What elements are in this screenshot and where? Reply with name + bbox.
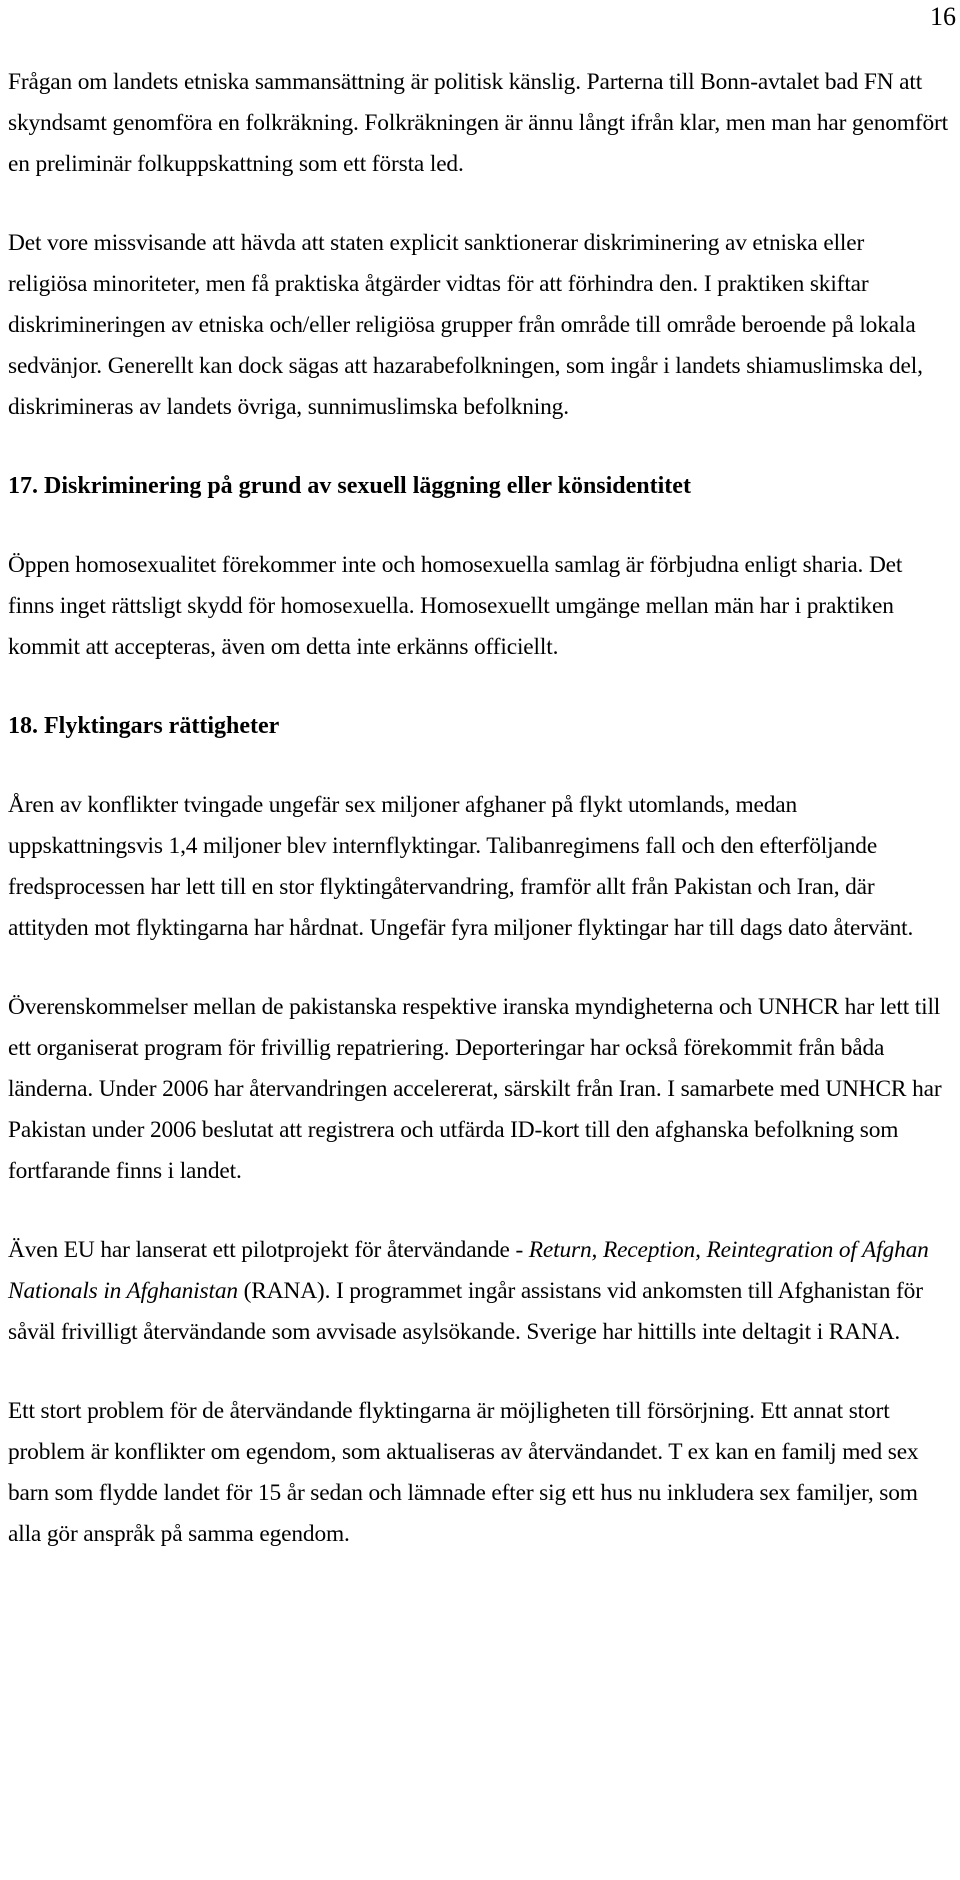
paragraph-gap [8, 1192, 948, 1230]
rana-intro-text: Även EU har lanserat ett pilotprojekt för återvändande - [8, 1237, 529, 1263]
paragraph-gap [8, 747, 948, 785]
paragraph-refugees-return: Åren av konflikter tvingade ungefär sex miljoner afghaner på flykt utomlands, medan uppskattningsvis 1,4 miljoner blev internflyktingar. Talibanregimens fall och den efterföljande fredsprocessen har lett till en stor flyktingåtervandring, framför allt från Pakistan och Iran, där attityden mot flyktingarna har hårdnat. Ungefär fyra miljoner flyktingar har till dags dato återvänt. [8, 792, 914, 941]
paragraph-agreements-unhcr: Överenskommelser mellan de pakistanska respektive iranska myndigheterna och UNHCR har lett till ett organiserat program för frivillig repatriering. Deporteringar har också förekommit från båda länderna. Under 2006 har återvandringen accelererat, särskilt från Iran. I samarbete med UNHCR har Pakistan under 2006 beslutat att registrera och utfärda ID-kort till den afghanska befolkning som fortfarande finns i landet. [8, 994, 942, 1184]
paragraph-livelihood-property: Ett stort problem för de återvändande flyktingarna är möjligheten till försörjning. Ett annat stort problem är konflikter om egendom, som aktualiseras av återvändandet. T ex kan en familj med sex barn som flydde landet för 15 år sedan och lämnade efter sig ett hus nu inkludera sex familjer, som alla gör anspråk på samma egendom. [8, 1398, 919, 1547]
paragraph-gap [8, 949, 948, 987]
paragraph-gap [8, 507, 948, 545]
paragraph-gap [8, 668, 948, 706]
paragraph-ethnic-composition: Frågan om landets etniska sammansättning är politisk känslig. Parterna till Bonn-avtalet bad FN att skyndsamt genomföra en folkräkning. Folkräkningen är ännu långt ifrån klar, men man har genomfört en preliminär folkuppskattning som ett första led. [8, 69, 949, 177]
section-heading-18: 18. Flyktingars rättigheter [8, 713, 280, 739]
paragraph-gap [8, 1353, 948, 1391]
page-number: 16 [930, 2, 956, 31]
section-heading-17: 17. Diskriminering på grund av sexuell läggning eller könsidentitet [8, 473, 691, 499]
rana-program-title: Return, Reception, Reintegration of Afghan Nationals in Afghanistan [8, 1237, 929, 1304]
rana-outro-text: (RANA). I programmet ingår assistans vid ankomsten till Afghanistan för såväl frivilligt återvändande som avvisade asylsökande. Sverige har hittills inte deltagit i RANA. [8, 1278, 923, 1345]
paragraph-homosexuality: Öppen homosexualitet förekommer inte och homosexuella samlag är förbjudna enligt sharia. Det finns inget rättsligt skydd för homosexuella. Homosexuellt umgänge mellan män har i praktiken kommit att accepteras, även om detta inte erkänns officiellt. [8, 552, 903, 660]
document-body [8, 62, 948, 1555]
paragraph-discrimination-minorities: Det vore missvisande att hävda att staten explicit sanktionerar diskriminering av etniska eller religiösa minoriteter, men få praktiska åtgärder vidtas för att förhindra den. I praktiken skiftar diskrimineringen av etniska och/eller religiösa grupper från område till område beroende på lokala sedvänjor. Generellt kan dock sägas att hazarabefolkningen, som ingår i landets shiamuslimska del, diskrimineras av landets övriga, sunnimuslimska befolkning. [8, 230, 923, 420]
paragraph-eu-rana [8, 1230, 948, 1353]
paragraph-gap [8, 428, 948, 466]
paragraph-gap [8, 185, 948, 223]
